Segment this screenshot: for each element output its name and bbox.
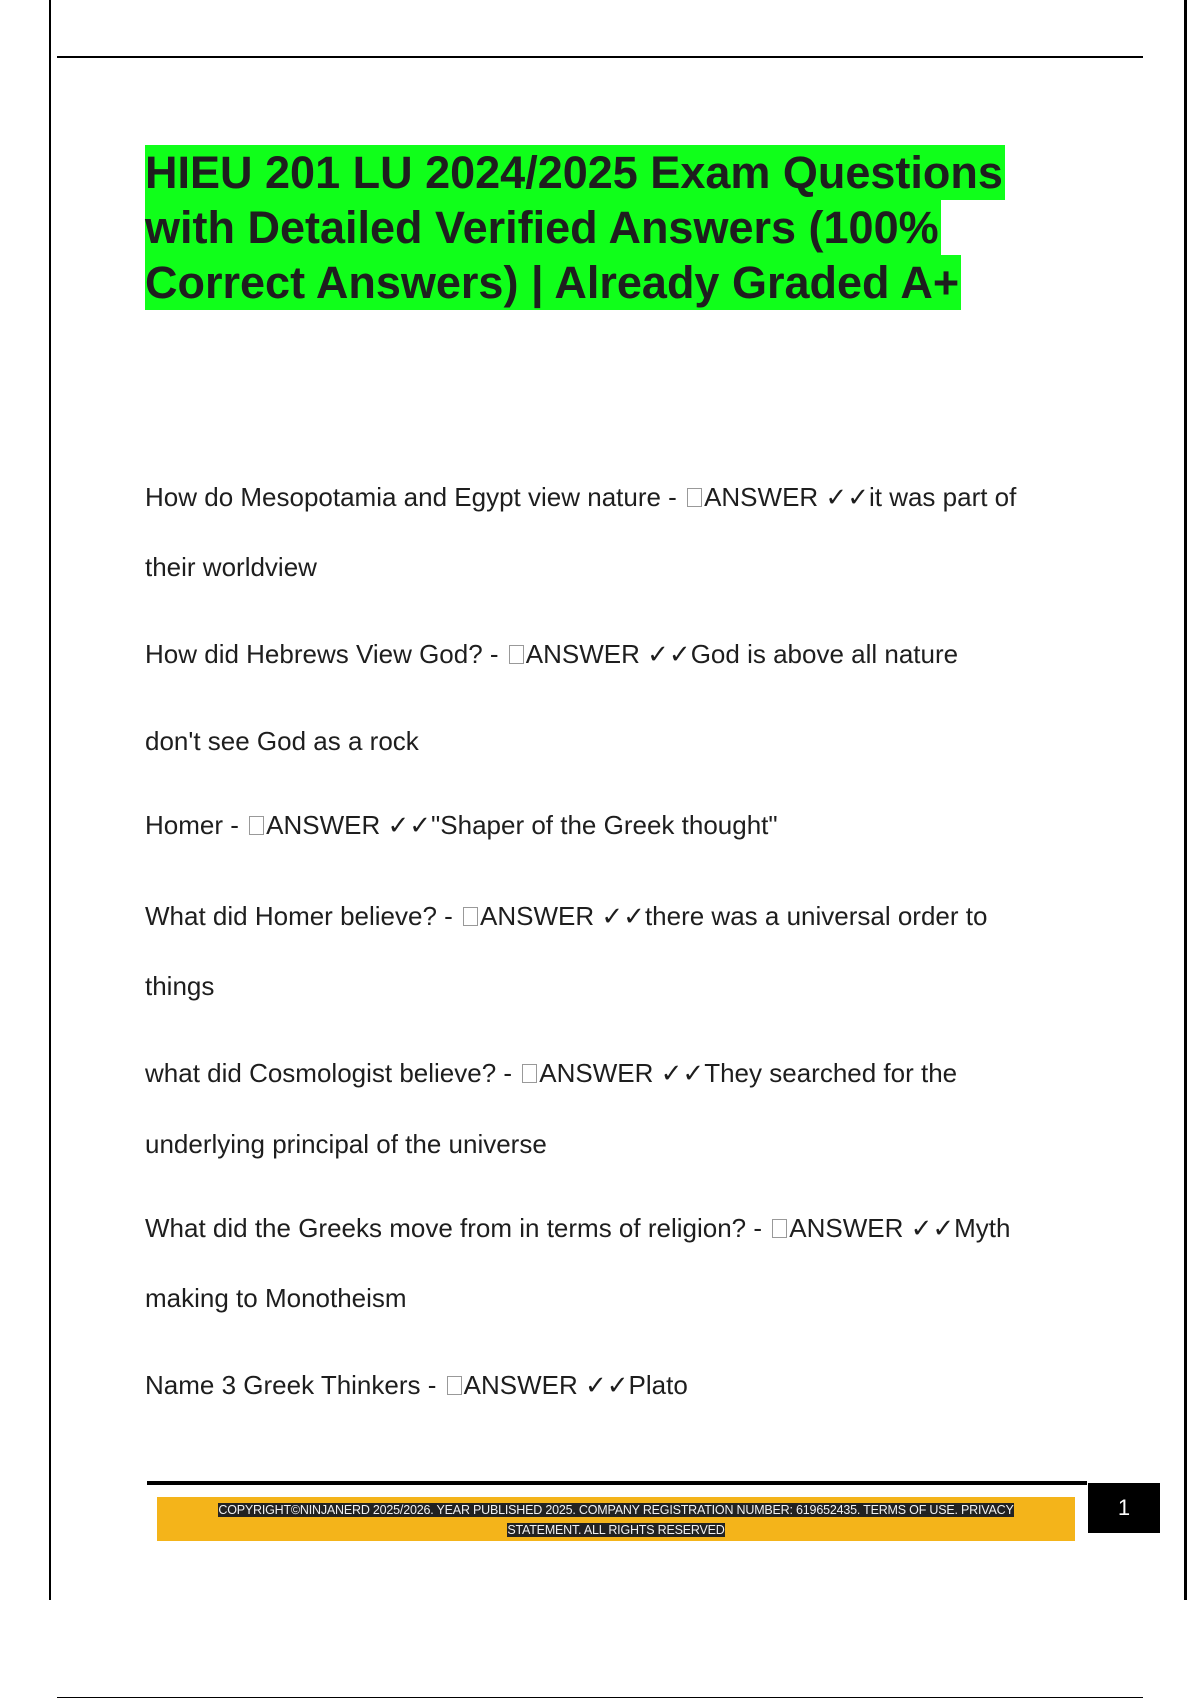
missing-glyph-box-icon xyxy=(772,1219,787,1238)
qa-line-2 xyxy=(145,552,317,583)
copyright-line-1: COPYRIGHT©NINJANERD 2025/2026. YEAR PUBLISHED 2025. COMPANY REGISTRATION NUMBER: 619652435. TERMS OF USE. PRIVACY xyxy=(218,1503,1014,1517)
answer-text: ANSWER ✓✓it was part of xyxy=(704,482,1017,512)
answer-continuation: underlying principal of the universe xyxy=(145,1129,547,1159)
question-text: Homer - xyxy=(145,810,247,840)
answer-continuation: their worldview xyxy=(145,552,317,582)
qa-line-1 xyxy=(145,482,1016,513)
title-line-3: Correct Answers) | Already Graded A+ xyxy=(145,257,960,308)
page-left-border xyxy=(49,0,51,1600)
page-number: 1 xyxy=(1088,1483,1160,1533)
answer-text: ANSWER ✓✓God is above all nature xyxy=(525,639,959,669)
missing-glyph-box-icon xyxy=(447,1376,462,1395)
missing-glyph-box-icon xyxy=(687,488,702,507)
qa-line-7 xyxy=(145,971,214,1002)
missing-glyph-box-icon xyxy=(249,816,264,835)
qa-line-9 xyxy=(145,1129,547,1160)
answer-continuation: making to Monotheism xyxy=(145,1283,407,1313)
question-text: Name 3 Greek Thinkers - xyxy=(145,1370,444,1400)
footer-rule xyxy=(147,1481,1087,1485)
qa-line-12 xyxy=(145,1370,688,1401)
title-line-2: with Detailed Verified Answers (100% xyxy=(145,202,939,253)
next-page-rule xyxy=(57,1697,1143,1698)
header-rule xyxy=(57,56,1143,58)
answer-continuation: don't see God as a rock xyxy=(145,726,419,756)
qa-line-11 xyxy=(145,1283,407,1314)
answer-text: ANSWER ✓✓"Shaper of the Greek thought" xyxy=(266,810,778,840)
question-text: What did the Greeks move from in terms of religion? - xyxy=(145,1213,770,1243)
answer-continuation: things xyxy=(145,971,215,1001)
title-line-1: HIEU 201 LU 2024/2025 Exam Questions xyxy=(145,147,1003,198)
qa-line-6 xyxy=(145,901,987,932)
missing-glyph-box-icon xyxy=(509,645,524,664)
copyright-line-2: STATEMENT. ALL RIGHTS RESERVED xyxy=(507,1523,725,1537)
answer-text: ANSWER ✓✓Plato xyxy=(463,1370,688,1400)
answer-text: ANSWER ✓✓They searched for the xyxy=(539,1058,958,1088)
question-text: what did Cosmologist believe? - xyxy=(145,1058,520,1088)
qa-line-4 xyxy=(145,726,419,757)
missing-glyph-box-icon xyxy=(522,1064,537,1083)
question-text: What did Homer believe? - xyxy=(145,901,461,931)
question-text: How did Hebrews View God? - xyxy=(145,639,506,669)
answer-text: ANSWER ✓✓there was a universal order to xyxy=(480,901,988,931)
qa-line-3 xyxy=(145,639,958,670)
qa-line-8 xyxy=(145,1058,957,1089)
copyright-notice xyxy=(157,1500,1075,1540)
qa-line-10 xyxy=(145,1213,1011,1244)
qa-line-5 xyxy=(145,810,778,841)
answer-text: ANSWER ✓✓Myth xyxy=(789,1213,1011,1243)
question-text: How do Mesopotamia and Egypt view nature - xyxy=(145,482,685,512)
page-right-border xyxy=(1184,0,1187,1600)
document-title xyxy=(145,145,1085,310)
missing-glyph-box-icon xyxy=(463,907,478,926)
